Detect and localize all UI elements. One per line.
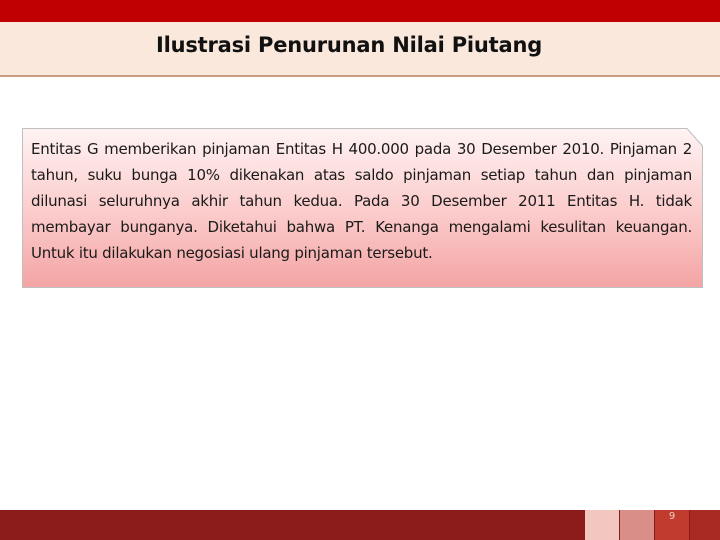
- callout-body-text: Entitas G memberikan pinjaman Entitas H 400.000 pada 30 Desember 2010. Pinjaman 2 tahun, suku bunga 10% dikenakan atas saldo pinjaman setiap tahun dan pinjaman dilunasi seluruhnya akhir tahun kedua. Pada 30 Desember 2011 Entitas H. tidak membayar bunganya. Diketahui bahwa PT. Kenanga mengalami kesulitan keuangan. Untuk itu dilakukan negosiasi ulang pinjaman tersebut.: [31, 140, 692, 262]
- footer-tile: [585, 510, 619, 540]
- header-accent-bar: [0, 0, 720, 22]
- footer-tile: [620, 510, 654, 540]
- page-number: 9: [668, 511, 676, 522]
- footer-tile: [690, 510, 720, 540]
- slide-title: Ilustrasi Penurunan Nilai Piutang: [156, 33, 543, 57]
- text-callout-box: [22, 128, 703, 288]
